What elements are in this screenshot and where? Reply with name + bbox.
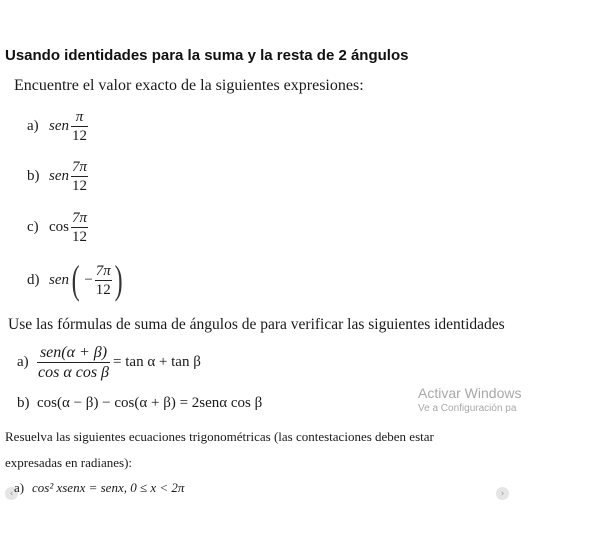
next-page-button[interactable]: › [496, 487, 509, 500]
identity-expression: cos(α − β) − cos(α + β) = 2senα cos β [37, 395, 263, 411]
function-name: sen [49, 168, 69, 184]
fraction-numerator: 7π [95, 262, 111, 279]
minus-sign: − [84, 271, 93, 288]
fraction-denominator: 12 [72, 128, 87, 144]
fraction [95, 262, 112, 299]
item-label: a) [27, 118, 39, 134]
item-label: a) [17, 354, 29, 370]
expression-a [27, 108, 88, 145]
right-paren: ) [114, 257, 123, 302]
function-name: cos [49, 219, 69, 235]
fraction-numerator: 7π [72, 159, 88, 175]
fraction [71, 209, 88, 246]
expression-d [27, 257, 125, 302]
section3-intro-line1: Resuelva las siguientes ecuaciones trigonométricas (las contestaciones deben estar [5, 429, 434, 444]
identity-a [17, 343, 201, 382]
item-label: c) [27, 219, 39, 235]
left-paren: ( [71, 257, 80, 302]
fraction [37, 343, 110, 382]
section1-intro: Encuentre el valor exacto de la siguientes expresiones: [14, 77, 364, 94]
expression-b [27, 158, 88, 195]
page-title: Usando identidades para la suma y la resta de 2 ángulos [5, 47, 409, 64]
previous-page-button[interactable]: ‹ [5, 487, 18, 500]
fraction-numerator: 7π [72, 210, 88, 226]
fraction [71, 108, 88, 145]
fraction-numerator: sen(α + β) [39, 344, 108, 361]
section3-intro-line2: expresadas en radianes): [5, 455, 133, 470]
equation-a [14, 480, 184, 496]
item-label: d) [27, 271, 40, 288]
item-label: b) [27, 168, 40, 184]
equation-expression: cos² xsenx = senx, 0 ≤ x < 2π [32, 480, 185, 495]
expression-c [27, 209, 88, 246]
fraction-denominator: cos α cos β [38, 364, 110, 381]
fraction-denominator: 12 [72, 178, 87, 194]
item-label: b) [17, 395, 30, 411]
item-label: a) [14, 480, 25, 495]
identity-rhs: = tan α + tan β [113, 354, 201, 370]
fraction [71, 158, 88, 195]
activation-watermark-subtitle: Ve a Configuración pa [418, 403, 517, 414]
function-name: sen [49, 271, 69, 288]
function-name: sen [49, 118, 69, 134]
section2-intro: Use las fórmulas de suma de ángulos de para verificar las siguientes identidades [8, 316, 505, 333]
fraction-denominator: 12 [72, 229, 87, 245]
fraction-numerator: π [75, 109, 84, 125]
activation-watermark-title: Activar Windows [418, 385, 522, 401]
fraction-denominator: 12 [95, 281, 111, 298]
identity-b [17, 395, 262, 412]
